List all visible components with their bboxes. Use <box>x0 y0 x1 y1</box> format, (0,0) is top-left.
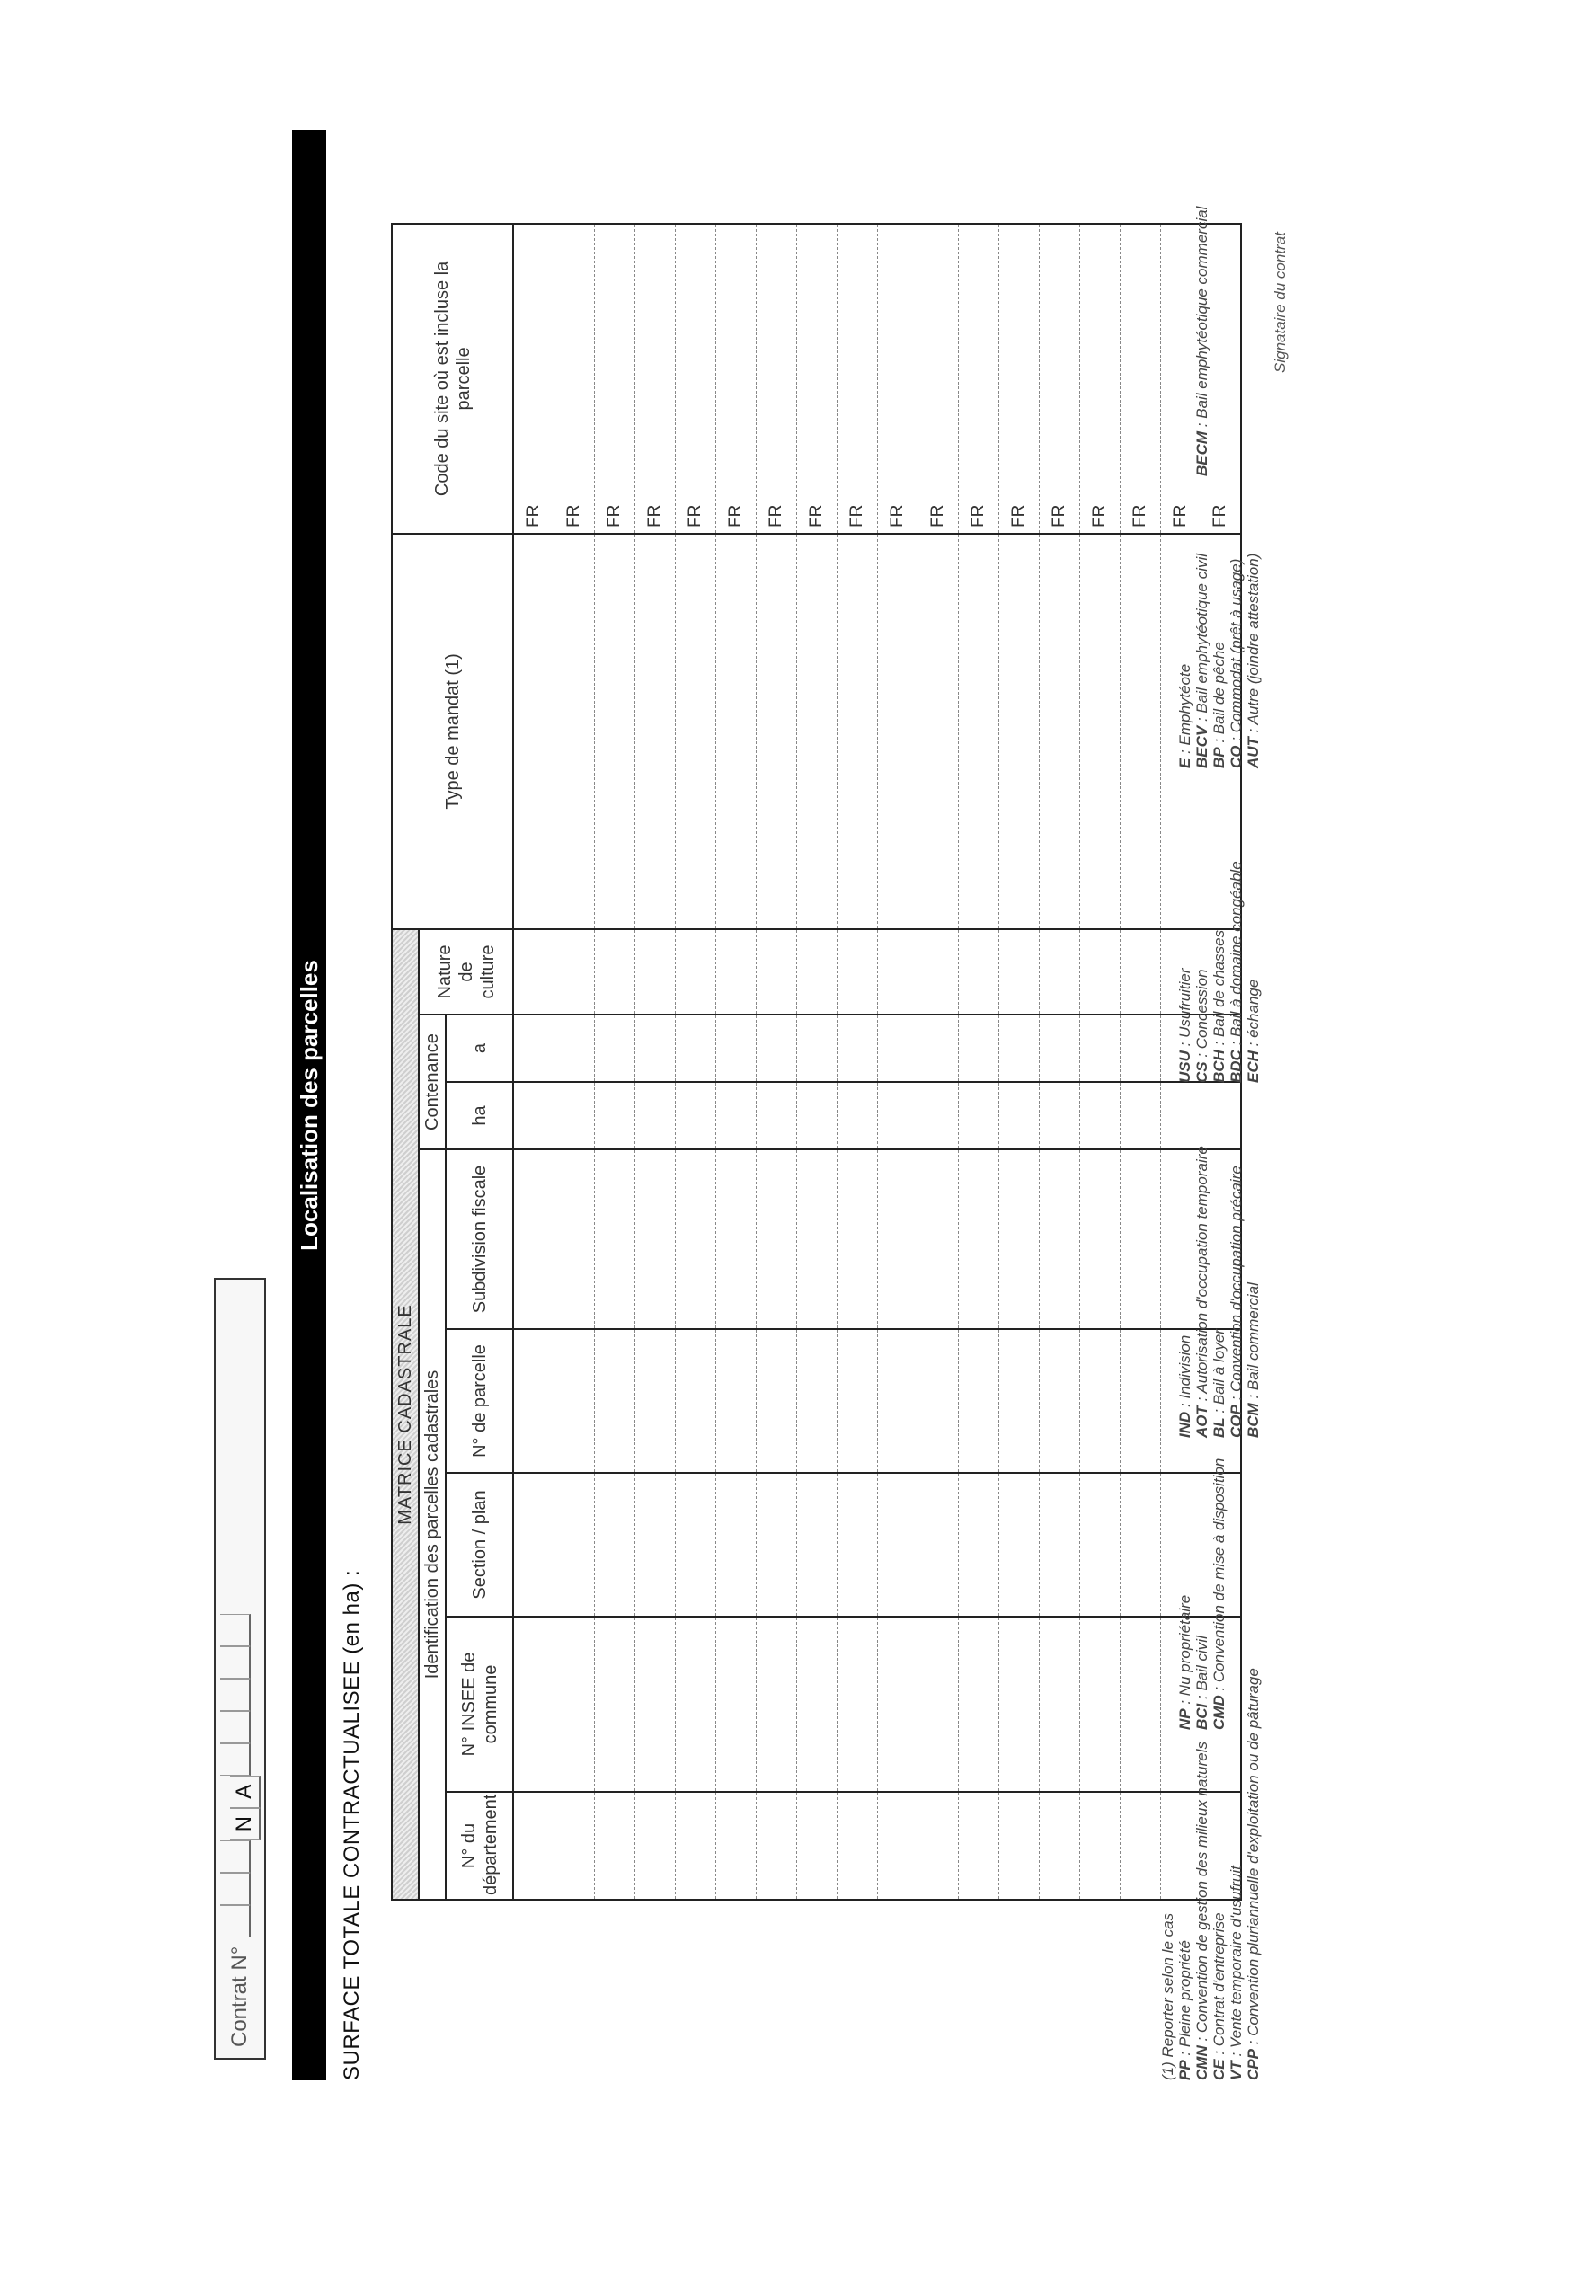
legend-code: BL <box>1210 1417 1228 1438</box>
section-cell[interactable] <box>756 1473 796 1617</box>
legend-text: Emphytéote <box>1176 663 1193 746</box>
insee-cell[interactable] <box>837 1617 877 1792</box>
legend-text: Convention de gestion des milieux naturels <box>1193 1741 1210 2034</box>
legend-code: NP <box>1176 1708 1193 1730</box>
legend-item: CO : Commodat (prêt à usage) <box>1228 558 1245 768</box>
nature-cell[interactable] <box>634 929 675 1015</box>
legend-code: PP <box>1176 2060 1193 2080</box>
insee-cell[interactable] <box>796 1617 837 1792</box>
parcelle-cell[interactable] <box>877 1329 918 1473</box>
mandat-cell[interactable] <box>715 534 756 929</box>
ha-cell[interactable] <box>1039 1082 1079 1149</box>
departement-cell[interactable] <box>756 1792 796 1900</box>
legend-item: CPP : Convention pluriannuelle d'exploitation ou de pâturage <box>1245 1668 1262 2080</box>
departement-header: N° du département <box>446 1792 513 1900</box>
insee-cell[interactable] <box>756 1617 796 1792</box>
nature-culture-header: Nature de culture <box>419 929 513 1015</box>
legend-item: BCI : Bail civil <box>1193 1636 1210 1730</box>
ha-cell[interactable] <box>796 1082 837 1149</box>
table-row <box>1039 224 1079 1900</box>
contract-digit-box[interactable]: A <box>230 1776 261 1808</box>
legend-text: échange <box>1245 979 1262 1038</box>
contract-number-box[interactable] <box>214 1278 266 2060</box>
footnote-col-6 <box>1193 207 1210 476</box>
departement-cell[interactable] <box>513 1792 554 1900</box>
departement-cell[interactable] <box>796 1792 837 1900</box>
nature-cell[interactable] <box>554 929 594 1015</box>
footnote-col-3 <box>1176 1146 1262 1438</box>
legend-item: AUT : Autre (joindre attestation) <box>1245 553 1262 768</box>
site-code-cell[interactable]: FR <box>998 224 1039 534</box>
mandat-cell[interactable] <box>1079 534 1120 929</box>
site-code-cell[interactable]: FR <box>554 224 594 534</box>
legend-item: VT : Vente temporaire d'usufruit <box>1228 1866 1245 2080</box>
site-code-cell[interactable]: FR <box>756 224 796 534</box>
subdivision-cell[interactable] <box>998 1149 1039 1329</box>
mandat-cell[interactable] <box>1039 534 1079 929</box>
table-row <box>1079 224 1120 1900</box>
legend-item: BDC : Bail à domaine congéable <box>1228 861 1245 1083</box>
ha-cell[interactable] <box>958 1082 998 1149</box>
legend-item: CMD : Convention de mise à disposition <box>1210 1458 1228 1730</box>
ha-cell[interactable] <box>1120 1082 1160 1149</box>
departement-cell[interactable] <box>1039 1792 1079 1900</box>
matrice-cadastrale-header: MATRICE CADASTRALE <box>392 929 419 1900</box>
table-row <box>594 224 634 1900</box>
ha-cell[interactable] <box>554 1082 594 1149</box>
legend-item: IND : Indivision <box>1176 1334 1193 1438</box>
site-code-cell[interactable]: FR <box>958 224 998 534</box>
legend-code: AOT <box>1193 1405 1210 1438</box>
mandat-cell[interactable] <box>513 534 554 929</box>
legend-code: BDC <box>1228 1050 1245 1083</box>
legend-item: BL : Bail à loyer <box>1210 1329 1228 1438</box>
legend-text: Bail à loyer <box>1210 1329 1228 1405</box>
section-cell[interactable] <box>554 1473 594 1617</box>
legend-item: CMN : Convention de gestion des milieux naturels <box>1193 1741 1210 2080</box>
departement-cell[interactable] <box>1079 1792 1120 1900</box>
parcelle-cell[interactable] <box>513 1329 554 1473</box>
table-row <box>675 224 715 1900</box>
legend-item: BCM : Bail commercial <box>1245 1282 1262 1438</box>
legend-code: USU <box>1176 1050 1193 1083</box>
contract-digit-boxes[interactable] <box>220 1614 261 1937</box>
a-header: a <box>446 1015 513 1082</box>
contract-digit-box[interactable] <box>220 1646 251 1679</box>
parcelle-cell[interactable] <box>998 1329 1039 1473</box>
a-cell[interactable] <box>1120 1015 1160 1082</box>
section-cell[interactable] <box>918 1473 958 1617</box>
insee-cell[interactable] <box>634 1617 675 1792</box>
insee-cell[interactable] <box>554 1617 594 1792</box>
nature-cell[interactable] <box>877 929 918 1015</box>
legend-code: BP <box>1210 747 1228 768</box>
contract-digit-box[interactable] <box>220 1743 251 1776</box>
table-row <box>513 224 554 1900</box>
subdivision-cell[interactable] <box>675 1149 715 1329</box>
contenance-header: Contenance <box>419 1015 446 1149</box>
section-header: Section / plan <box>446 1473 513 1617</box>
legend-text: Usufruitier <box>1176 968 1193 1038</box>
parcelle-cell[interactable] <box>715 1329 756 1473</box>
site-code-cell[interactable]: FR <box>877 224 918 534</box>
a-cell[interactable] <box>877 1015 918 1082</box>
legend-text: Vente temporaire d'usufruit <box>1228 1866 1245 2049</box>
subdivision-cell[interactable] <box>796 1149 837 1329</box>
table-row <box>918 224 958 1900</box>
legend-code: BCI <box>1193 1703 1210 1730</box>
a-cell[interactable] <box>998 1015 1039 1082</box>
table-row <box>634 224 675 1900</box>
subdivision-cell[interactable] <box>634 1149 675 1329</box>
legend-text: Commodat (prêt à usage) <box>1228 558 1245 733</box>
section-cell[interactable] <box>594 1473 634 1617</box>
legend-text: Bail de chasses <box>1210 929 1228 1037</box>
legend-code: BECV <box>1193 725 1210 768</box>
nature-cell[interactable] <box>756 929 796 1015</box>
section-cell[interactable] <box>715 1473 756 1617</box>
legend-code: CMD <box>1210 1695 1228 1730</box>
nature-cell[interactable] <box>796 929 837 1015</box>
legend-code: COP <box>1228 1405 1245 1438</box>
subdivision-cell[interactable] <box>594 1149 634 1329</box>
subdivision-cell[interactable] <box>1039 1149 1079 1329</box>
ha-cell[interactable] <box>513 1082 554 1149</box>
a-cell[interactable] <box>918 1015 958 1082</box>
table-row <box>554 224 594 1900</box>
a-cell[interactable] <box>756 1015 796 1082</box>
ha-cell[interactable] <box>877 1082 918 1149</box>
insee-cell[interactable] <box>715 1617 756 1792</box>
nature-cell[interactable] <box>715 929 756 1015</box>
legend-item: BECM : Bail emphytéotique commercial <box>1193 206 1210 476</box>
site-code-cell[interactable]: FR <box>634 224 675 534</box>
ha-cell[interactable] <box>715 1082 756 1149</box>
a-cell[interactable] <box>1039 1015 1079 1082</box>
subdivision-cell[interactable] <box>958 1149 998 1329</box>
parcelle-cell[interactable] <box>1039 1329 1079 1473</box>
section-cell[interactable] <box>796 1473 837 1617</box>
mandat-cell[interactable] <box>918 534 958 929</box>
legend-text: Bail civil <box>1193 1636 1210 1691</box>
a-cell[interactable] <box>837 1015 877 1082</box>
legend-code: BECM <box>1193 430 1210 476</box>
parcelle-cell[interactable] <box>594 1329 634 1473</box>
a-cell[interactable] <box>513 1015 554 1082</box>
section-cell[interactable] <box>877 1473 918 1617</box>
table-row <box>715 224 756 1900</box>
insee-cell[interactable] <box>513 1617 554 1792</box>
subdivision-cell[interactable] <box>837 1149 877 1329</box>
parcelle-cell[interactable] <box>837 1329 877 1473</box>
a-cell[interactable] <box>715 1015 756 1082</box>
contract-digit-box[interactable]: N <box>230 1808 261 1840</box>
insee-cell[interactable] <box>958 1617 998 1792</box>
subdivision-cell[interactable] <box>1079 1149 1120 1329</box>
legend-text: Contrat d'entreprise <box>1210 1912 1228 2047</box>
insee-cell[interactable] <box>1039 1617 1079 1792</box>
identification-header: Identification des parcelles cadastrales <box>419 1149 446 1900</box>
legend-item: USU : Usufruitier <box>1176 968 1193 1083</box>
legend-code: VT <box>1228 2061 1245 2080</box>
site-code-cell[interactable]: FR <box>675 224 715 534</box>
insee-cell[interactable] <box>918 1617 958 1792</box>
parcelle-cell[interactable] <box>756 1329 796 1473</box>
table-row <box>998 224 1039 1900</box>
legend-text: Convention pluriannuelle d'exploitation ou de pâturage <box>1245 1668 1262 2036</box>
mandat-cell[interactable] <box>796 534 837 929</box>
legend-code: CS <box>1193 1061 1210 1083</box>
mandat-cell[interactable] <box>634 534 675 929</box>
table-row <box>958 224 998 1900</box>
legend-text: Bail commercial <box>1245 1282 1262 1391</box>
subdivision-cell[interactable] <box>756 1149 796 1329</box>
site-code-cell[interactable]: FR <box>837 224 877 534</box>
subdivision-cell[interactable] <box>877 1149 918 1329</box>
subdivision-cell[interactable] <box>918 1149 958 1329</box>
site-code-cell[interactable]: FR <box>594 224 634 534</box>
nature-cell[interactable] <box>513 929 554 1015</box>
ha-header: ha <box>446 1082 513 1149</box>
insee-cell[interactable] <box>998 1617 1039 1792</box>
legend-text: Autre (joindre attestation) <box>1245 553 1262 725</box>
ha-cell[interactable] <box>756 1082 796 1149</box>
nature-cell[interactable] <box>1079 929 1120 1015</box>
departement-cell[interactable] <box>998 1792 1039 1900</box>
parcelle-cell[interactable] <box>1079 1329 1120 1473</box>
subdivision-cell[interactable] <box>513 1149 554 1329</box>
footnote-col-2 <box>1176 1458 1228 1730</box>
site-code-cell[interactable]: FR <box>918 224 958 534</box>
legend-item: ECH : échange <box>1245 979 1262 1083</box>
rotated-document <box>198 130 1294 2080</box>
legend-code: AUT <box>1245 737 1262 768</box>
section-cell[interactable] <box>998 1473 1039 1617</box>
nature-cell[interactable] <box>958 929 998 1015</box>
table-row <box>837 224 877 1900</box>
subdivision-header: Subdivision fiscale <box>446 1149 513 1329</box>
contract-digit-box[interactable] <box>220 1905 251 1937</box>
contract-digit-box[interactable] <box>220 1711 251 1743</box>
legend-item: BECV : Bail emphytéotique civil <box>1193 553 1210 768</box>
legend-code: CO <box>1228 745 1245 768</box>
page-title: Localisation des parcelles <box>292 130 326 2080</box>
section-cell[interactable] <box>1039 1473 1079 1617</box>
section-cell[interactable] <box>513 1473 554 1617</box>
parcelle-cell[interactable] <box>958 1329 998 1473</box>
contract-digit-box[interactable] <box>220 1840 251 1873</box>
mandat-cell[interactable] <box>594 534 634 929</box>
site-code-cell[interactable]: FR <box>796 224 837 534</box>
site-code-cell[interactable]: FR <box>513 224 554 534</box>
legend-text: Bail de pêche <box>1210 642 1228 735</box>
site-code-cell[interactable]: FR <box>1160 224 1201 534</box>
a-cell[interactable] <box>675 1015 715 1082</box>
departement-cell[interactable] <box>594 1792 634 1900</box>
site-code-cell[interactable]: FR <box>1201 224 1241 534</box>
legend-text: Convention d'occupation précaire <box>1228 1166 1245 1392</box>
ha-cell[interactable] <box>594 1082 634 1149</box>
legend-code: CE <box>1210 2059 1228 2080</box>
table-row <box>1120 224 1160 1900</box>
a-cell[interactable] <box>796 1015 837 1082</box>
legend-text: Bail emphytéotique civil <box>1193 553 1210 714</box>
site-code-cell[interactable]: FR <box>1079 224 1120 534</box>
mandat-cell[interactable] <box>675 534 715 929</box>
legend-code: BCH <box>1210 1050 1228 1083</box>
nature-cell[interactable] <box>1120 929 1160 1015</box>
nature-cell[interactable] <box>1039 929 1079 1015</box>
legend-text: Concession <box>1193 969 1210 1050</box>
legend-text: Pleine propriété <box>1176 1940 1193 2048</box>
section-cell[interactable] <box>634 1473 675 1617</box>
insee-cell[interactable] <box>1120 1617 1160 1792</box>
mandat-cell[interactable] <box>554 534 594 929</box>
subdivision-cell[interactable] <box>554 1149 594 1329</box>
site-code-cell[interactable]: FR <box>715 224 756 534</box>
footnote-col-4 <box>1176 861 1262 1083</box>
legend-code: E <box>1176 758 1193 768</box>
contract-digit-box[interactable] <box>220 1873 251 1905</box>
nature-cell[interactable] <box>675 929 715 1015</box>
parcelle-cell[interactable] <box>918 1329 958 1473</box>
insee-cell[interactable] <box>594 1617 634 1792</box>
departement-cell[interactable] <box>675 1792 715 1900</box>
section-cell[interactable] <box>1079 1473 1120 1617</box>
legend-text: Autorisation d'occupation temporaire <box>1193 1146 1210 1394</box>
departement-cell[interactable] <box>837 1792 877 1900</box>
mandat-cell[interactable] <box>877 534 918 929</box>
ha-cell[interactable] <box>1079 1082 1120 1149</box>
legend-item: CS : Concession <box>1193 969 1210 1083</box>
section-cell[interactable] <box>1120 1473 1160 1617</box>
nature-cell[interactable] <box>594 929 634 1015</box>
departement-cell[interactable] <box>554 1792 594 1900</box>
ha-cell[interactable] <box>837 1082 877 1149</box>
a-cell[interactable] <box>554 1015 594 1082</box>
contract-label: Contrat N° <box>227 1946 252 2047</box>
mandat-cell[interactable] <box>958 534 998 929</box>
mandat-cell[interactable] <box>756 534 796 929</box>
contract-digit-box[interactable] <box>220 1614 251 1646</box>
a-cell[interactable] <box>594 1015 634 1082</box>
departement-cell[interactable] <box>1120 1792 1160 1900</box>
nature-cell[interactable] <box>998 929 1039 1015</box>
contract-digit-box[interactable] <box>220 1679 251 1711</box>
mandat-cell[interactable] <box>837 534 877 929</box>
legend-code: CMN <box>1193 2045 1210 2080</box>
departement-cell[interactable] <box>877 1792 918 1900</box>
site-code-cell[interactable]: FR <box>1120 224 1160 534</box>
parcels-table <box>391 223 1242 1901</box>
nature-cell[interactable] <box>918 929 958 1015</box>
a-cell[interactable] <box>1079 1015 1120 1082</box>
parcelle-cell[interactable] <box>1120 1329 1160 1473</box>
legend-text: Bail à domaine congéable <box>1228 861 1245 1037</box>
subdivision-cell[interactable] <box>1120 1149 1160 1329</box>
mandat-cell[interactable] <box>1120 534 1160 929</box>
departement-cell[interactable] <box>715 1792 756 1900</box>
ha-cell[interactable] <box>918 1082 958 1149</box>
departement-cell[interactable] <box>918 1792 958 1900</box>
legend-item: E : Emphytéote <box>1176 663 1193 768</box>
site-code-cell[interactable]: FR <box>1039 224 1079 534</box>
signature-label: Signataire du contrat <box>1272 232 1289 373</box>
ha-cell[interactable] <box>998 1082 1039 1149</box>
mandat-type-header: Type de mandat (1) <box>392 534 513 929</box>
a-cell[interactable] <box>634 1015 675 1082</box>
nature-cell[interactable] <box>837 929 877 1015</box>
section-cell[interactable] <box>958 1473 998 1617</box>
departement-cell[interactable] <box>958 1792 998 1900</box>
surface-total-label: SURFACE TOTALE CONTRACTUALISEE (en ha) : <box>340 1569 364 2080</box>
ha-cell[interactable] <box>675 1082 715 1149</box>
legend-text: Nu propriétaire <box>1176 1594 1193 1697</box>
legend-item: BP : Bail de pêche <box>1210 642 1228 768</box>
legend-code: ECH <box>1245 1050 1262 1083</box>
table-row <box>756 224 796 1900</box>
legend-item: NP : Nu propriétaire <box>1176 1594 1193 1730</box>
parcelle-cell[interactable] <box>634 1329 675 1473</box>
insee-cell[interactable] <box>1079 1617 1120 1792</box>
legend-item: PP : Pleine propriété <box>1176 1940 1193 2080</box>
legend-item: AOT : Autorisation d'occupation temporaire <box>1193 1146 1210 1438</box>
section-cell[interactable] <box>675 1473 715 1617</box>
legend-item: CE : Contrat d'entreprise <box>1210 1912 1228 2080</box>
departement-cell[interactable] <box>634 1792 675 1900</box>
a-cell[interactable] <box>958 1015 998 1082</box>
legend-text: Convention de mise à disposition <box>1210 1458 1228 1683</box>
parcelle-header: N° de parcelle <box>446 1329 513 1473</box>
legend-item: BCH : Bail de chasses <box>1210 929 1228 1083</box>
legend-text: Indivision <box>1176 1334 1193 1399</box>
table-row <box>796 224 837 1900</box>
legend-text: Bail emphytéotique commercial <box>1193 206 1210 419</box>
parcelle-cell[interactable] <box>675 1329 715 1473</box>
legend-code: BCM <box>1245 1403 1262 1438</box>
footnote-col-5 <box>1176 554 1262 768</box>
legend-item: COP : Convention d'occupation précaire <box>1228 1166 1245 1438</box>
footnotes <box>1159 130 1285 2080</box>
mandat-cell[interactable] <box>998 534 1039 929</box>
insee-cell[interactable] <box>675 1617 715 1792</box>
subdivision-cell[interactable] <box>715 1149 756 1329</box>
parcelle-cell[interactable] <box>796 1329 837 1473</box>
legend-code: IND <box>1176 1411 1193 1438</box>
footnote-intro: (1) Reporter selon le cas <box>1159 1912 1176 2080</box>
section-cell[interactable] <box>837 1473 877 1617</box>
insee-cell[interactable] <box>877 1617 918 1792</box>
parcelle-cell[interactable] <box>554 1329 594 1473</box>
ha-cell[interactable] <box>634 1082 675 1149</box>
legend-code: CPP <box>1245 2049 1262 2080</box>
table-row <box>877 224 918 1900</box>
site-code-header: Code du site où est incluse la parcelle <box>392 224 513 534</box>
footnote-col-1 <box>1159 1668 1262 2080</box>
insee-header: N° INSEE de commune <box>446 1617 513 1792</box>
